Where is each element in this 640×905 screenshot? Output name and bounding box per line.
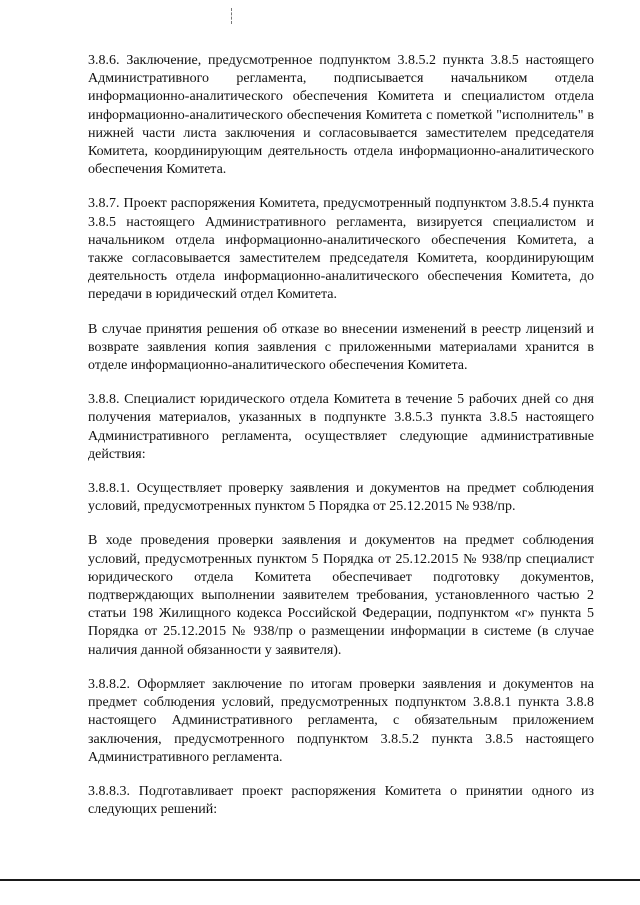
paragraph-3-8-7: 3.8.7. Проект распоряжения Комитета, предусмотренный подпунктом 3.8.5.4 пункта 3.8.5 настоящего Административного регламента, визируется специалистом и начальником отдела информационно-аналитического обеспечения Комитета, а также согласовывается заместителем председателя Комитета, координирующим деятельность отдела информационно-аналитического обеспечения Комитета, до передачи в юридический отдел Комитета. [88, 196, 594, 303]
paragraph-refusal-case: В случае принятия решения об отказе во внесении изменений в реестр лицензий и возврате заявления копия заявления с приложенными материалами хранится в отделе информационно-аналитического обеспечения Комитета. [88, 321, 594, 374]
document-body [88, 52, 594, 835]
bottom-border-line [0, 879, 640, 881]
paragraph-3-8-8: 3.8.8. Специалист юридического отдела Комитета в течение 5 рабочих дней со дня получения материалов, указанных в подпункте 3.8.5.3 пункта 3.8.5 настоящего Административного регламента, осуществляет следующие административные действия: [88, 392, 594, 462]
paragraph-3-8-6: 3.8.6. Заключение, предусмотренное подпунктом 3.8.5.2 пункта 3.8.5 настоящего Административного регламента, подписывается начальником отдела информационно-аналитического обеспечения Комитета и специалистом отдела информационно-аналитического обеспечения Комитета с пометкой "исполнитель" в нижней части листа заключения и согласовывается заместителем председателя Комитета, координирующим деятельность отдела информационно-аналитического обеспечения Комитета. [88, 53, 594, 178]
paragraph-verification: В ходе проведения проверки заявления и документов на предмет соблюдения условий, предусмотренных пунктом 5 Порядка от 25.12.2015 № 938/пр специалист юридического отдела Комитета обеспечивает подготовку документов, подтверждающих выполнении заявителем требования, установленного частью 2 статьи 198 Жилищного кодекса Российской Федерации, подпунктом «г» пункта 5 Порядка от 25.12.2015 № 938/пр о размещении информации в системе (в случае наличия данной обязанности у заявителя). [88, 533, 594, 658]
paragraph-3-8-8-2: 3.8.8.2. Оформляет заключение по итогам проверки заявления и документов на предмет соблюдения условий, предусмотренных подпунктом 3.8.8.1 пункта 3.8.8 настоящего Административного регламента, с обязательным приложением заключения, предусмотренного подпунктом 3.8.5.2 пункта 3.8.5 настоящего Административного регламента. [88, 676, 594, 765]
paragraph-3-8-8-1: 3.8.8.1. Осуществляет проверку заявления и документов на предмет соблюдения условий, предусмотренных пунктом 5 Порядка от 25.12.2015 № 938/пр. [88, 481, 594, 515]
paragraph-3-8-8-3: 3.8.8.3. Подготавливает проект распоряжения Комитета о принятии одного из следующих решений: [88, 783, 594, 818]
scan-mark [231, 8, 233, 24]
